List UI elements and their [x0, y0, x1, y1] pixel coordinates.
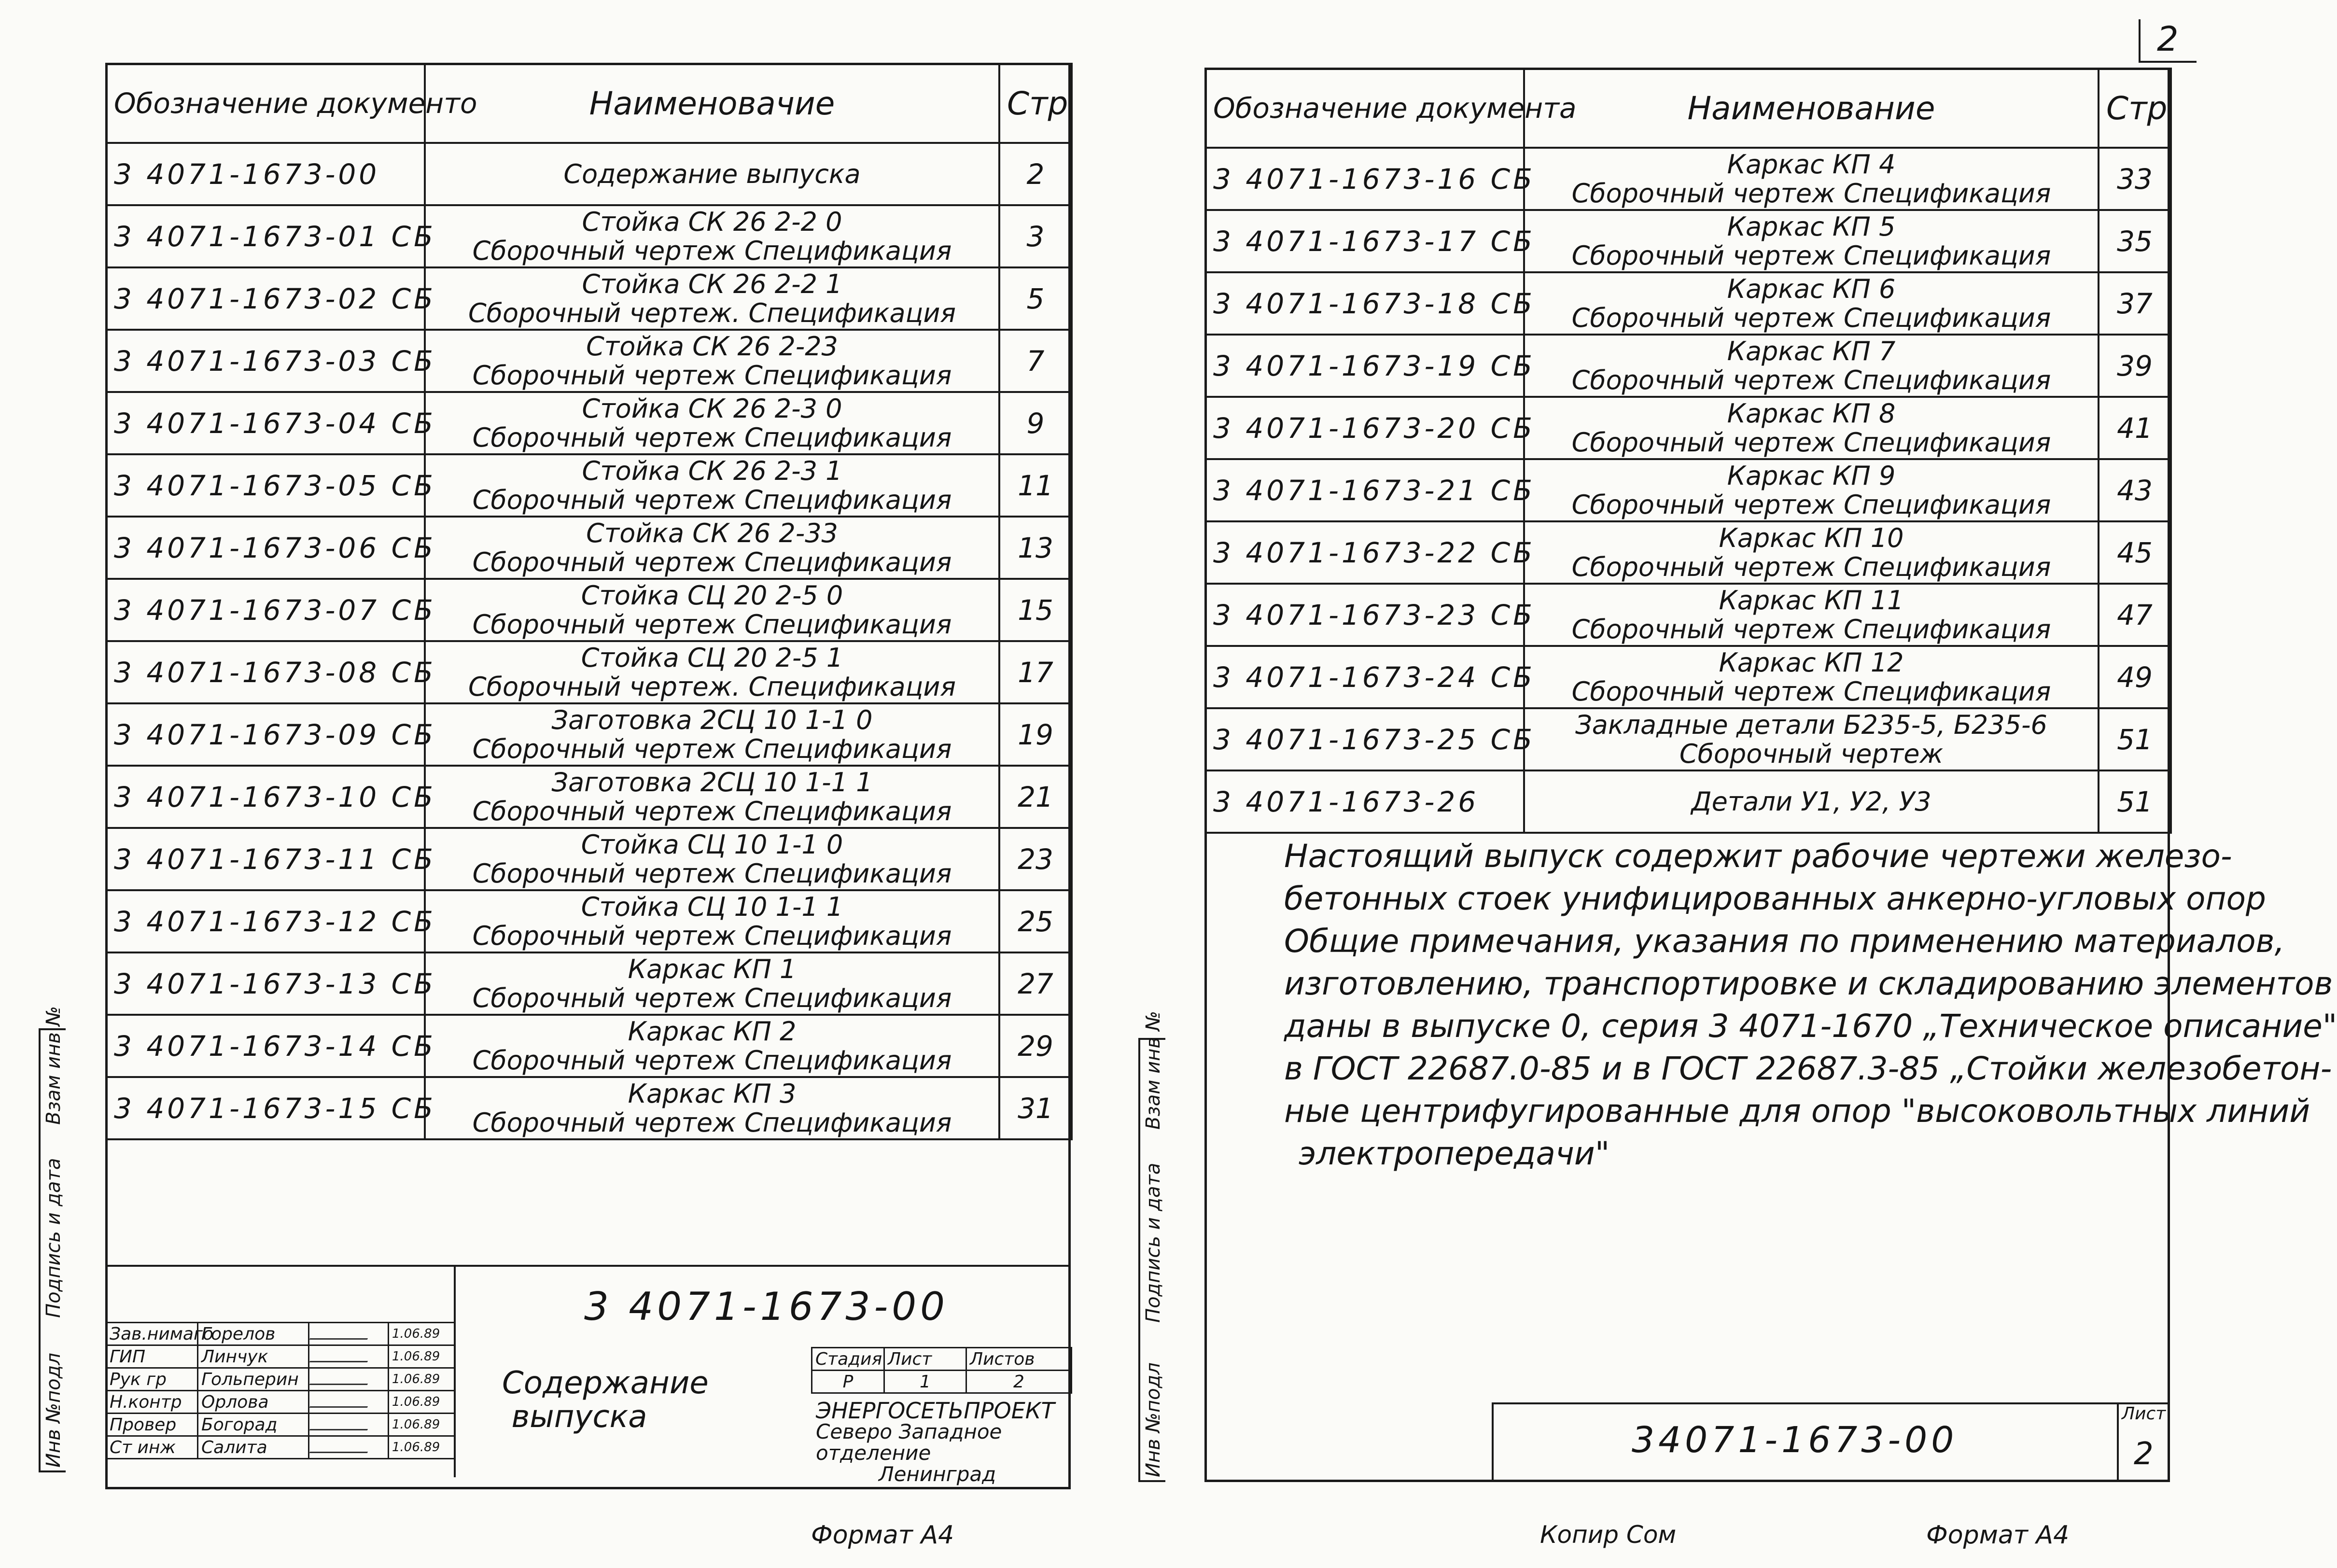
doc-name-line2: Сборочный чертеж Спецификация — [472, 1107, 952, 1138]
staff-row — [106, 1391, 455, 1414]
doc-name-line2: Сборочный чертеж Спецификация — [472, 796, 952, 826]
staff-name: Салита — [198, 1436, 309, 1459]
doc-name-line1: Стойка СЦ 10 1-1 0 — [581, 829, 843, 860]
doc-code-cell: 3 4071-1673-01 СБ — [106, 205, 425, 267]
note-line: электропередачи" — [1299, 1135, 1610, 1172]
right-header-code: Обозначение документа — [1205, 69, 1524, 148]
signature-mark — [309, 1395, 374, 1408]
staff-row — [106, 1436, 455, 1459]
table-row — [106, 952, 1072, 1015]
doc-name-cell — [1524, 397, 2099, 459]
page-number-cell: 49 — [2099, 646, 2171, 708]
note-line: изготовлению, транспортировке и складированию элементов — [1284, 965, 2333, 1002]
doc-name-cell — [425, 828, 999, 890]
doc-name-line1: Каркас КП 8 — [1727, 398, 1896, 429]
table-row — [106, 828, 1072, 890]
right-sheet-label: Лист — [2122, 1404, 2166, 1424]
doc-name-line2: Сборочный чертеж Спецификация — [1571, 676, 2051, 707]
table-row — [106, 766, 1072, 828]
doc-name-cell — [425, 1015, 999, 1077]
staff-name: Линчук — [198, 1345, 309, 1368]
left-side-label-inv: Инв №подл — [42, 1353, 65, 1468]
doc-name-line1: Заготовка 2СЦ 10 1-1 1 — [551, 767, 873, 798]
staff-signature — [309, 1436, 389, 1459]
staff-name: Орлова — [198, 1391, 309, 1414]
staff-row — [106, 1345, 455, 1368]
doc-code-cell: 3 4071-1673-18 СБ — [1205, 272, 1524, 335]
staff-name: Гольперин — [198, 1368, 309, 1391]
table-row — [106, 517, 1072, 579]
signature-mark — [309, 1372, 374, 1385]
page-number-cell: 51 — [2099, 770, 2171, 833]
staff-role: ГИП — [106, 1345, 198, 1368]
staff-date: 1.06.89 — [389, 1368, 455, 1391]
doc-code-cell: 3 4071-1673-21 СБ — [1205, 459, 1524, 521]
doc-code-cell: 3 4071-1673-07 СБ — [106, 579, 425, 641]
right-header-page: Стр — [2099, 69, 2171, 148]
left-stage-table — [811, 1347, 1072, 1394]
doc-name-cell — [425, 517, 999, 579]
doc-name-line1: Стойка СЦ 10 1-1 1 — [581, 891, 843, 922]
doc-name-cell — [425, 703, 999, 766]
page-number-cell: 17 — [999, 641, 1072, 703]
left-title-divider — [105, 1265, 1071, 1267]
staff-role: Провер — [106, 1414, 198, 1436]
doc-name-line1: Стойка СК 26 2-2 0 — [582, 206, 842, 237]
doc-name-cell — [425, 952, 999, 1015]
note-line: Общие примечания, указания по применению материалов, — [1284, 923, 2285, 960]
staff-date: 1.06.89 — [389, 1345, 455, 1368]
doc-name-line1: Закладные детали Б235-5, Б235-6 — [1575, 709, 2047, 740]
note-line: в ГОСТ 22687.0-85 и в ГОСТ 22687.3-85 „Стойки железобетон- — [1284, 1050, 2332, 1087]
doc-name-line1: Каркас КП 10 — [1719, 522, 1904, 553]
right-doc-code: 34071-1673-00 — [1632, 1419, 1958, 1461]
doc-name-cell — [1524, 210, 2099, 272]
page-number-cell: 13 — [999, 517, 1072, 579]
general-notes — [1284, 835, 2337, 1175]
staff-role: Зав.нимаго — [106, 1323, 198, 1345]
doc-name-cell — [425, 205, 999, 267]
table-row — [1205, 708, 2171, 770]
right-header-name: Наименование — [1524, 69, 2099, 148]
doc-name-cell — [1524, 272, 2099, 335]
staff-role: Ст инж — [106, 1436, 198, 1459]
note-line: Настоящий выпуск содержит рабочие чертежи железо- — [1284, 838, 2232, 875]
doc-name-line1: Каркас КП 12 — [1719, 647, 1904, 678]
doc-code-cell: 3 4071-1673-26 — [1205, 770, 1524, 833]
page-number-cell: 33 — [2099, 148, 2171, 210]
doc-code-cell: 3 4071-1673-03 СБ — [106, 330, 425, 392]
table-row — [1205, 397, 2171, 459]
staff-row — [106, 1323, 455, 1345]
doc-name-line2: Сборочный чертеж Спецификация — [472, 982, 952, 1013]
left-title-line1: Содержание — [502, 1365, 709, 1401]
page-number-cell: 47 — [2099, 584, 2171, 646]
doc-name-line2: Сборочный чертеж Спецификация — [472, 546, 952, 577]
page-number-cell: 51 — [2099, 708, 2171, 770]
doc-name-cell — [1524, 770, 2099, 833]
doc-name-cell — [1524, 584, 2099, 646]
org-branch: Северо Западное отделение — [816, 1420, 1002, 1465]
signature-mark — [309, 1349, 374, 1362]
doc-name-line2: Сборочный чертеж Спецификация — [1571, 178, 2051, 209]
page-number-cell: 19 — [999, 703, 1072, 766]
left-staff-table — [105, 1322, 455, 1459]
doc-name-line2: Сборочный чертеж Спецификация — [1571, 302, 2051, 333]
table-row — [106, 703, 1072, 766]
page-number-cell: 39 — [2099, 335, 2171, 397]
doc-name-line2: Сборочный чертеж Спецификация — [1571, 614, 2051, 644]
doc-name-line2: Сборочный чертеж Спецификация — [472, 484, 952, 515]
left-org-block — [816, 1400, 1067, 1485]
page-number-cell: 5 — [999, 267, 1072, 330]
doc-name-line1: Каркас КП 1 — [628, 953, 797, 984]
doc-name-line1: Стойка СК 26 2-23 — [586, 331, 838, 362]
doc-code-cell: 3 4071-1673-05 СБ — [106, 454, 425, 517]
org-city: Ленинград — [879, 1462, 996, 1486]
table-row — [1205, 646, 2171, 708]
doc-name-line2: Сборочный чертеж Спецификация — [1571, 240, 2051, 271]
staff-signature — [309, 1414, 389, 1436]
right-sheet-number: 2 — [2134, 1436, 2154, 1472]
left-side-label-sign: Подпись и дата — [42, 1158, 65, 1318]
page-number-cell: 21 — [999, 766, 1072, 828]
left-contents-table — [105, 63, 1073, 1140]
table-row — [106, 143, 1072, 205]
left-header-page: Стр — [999, 64, 1072, 143]
doc-name-line1: Каркас КП 2 — [628, 1016, 797, 1047]
table-row — [106, 641, 1072, 703]
doc-code-cell: 3 4071-1673-15 СБ — [106, 1077, 425, 1139]
left-format-label: Формат А4 — [811, 1521, 954, 1550]
doc-code-cell: 3 4071-1673-08 СБ — [106, 641, 425, 703]
doc-code-cell: 3 4071-1673-02 СБ — [106, 267, 425, 330]
doc-name-line1: Каркас КП 7 — [1727, 336, 1896, 366]
doc-name-line2: Сборочный чертеж Спецификация — [472, 609, 952, 640]
staff-row — [106, 1368, 455, 1391]
sheet-value: 1 — [884, 1371, 966, 1393]
signature-mark — [309, 1327, 374, 1340]
doc-name-cell — [425, 766, 999, 828]
doc-name-cell — [425, 267, 999, 330]
note-line: бетонных стоек унифицированных анкерно-угловых опор — [1284, 880, 2266, 917]
signature-mark — [309, 1440, 374, 1453]
page-number-cell: 27 — [999, 952, 1072, 1015]
doc-code-cell: 3 4071-1673-09 СБ — [106, 703, 425, 766]
left-side-label-replace: Взам инв № — [42, 1006, 65, 1125]
doc-name-line1: Каркас КП 4 — [1727, 149, 1896, 180]
doc-name-cell — [425, 330, 999, 392]
doc-name-line2: Сборочный чертеж Спецификация — [472, 235, 952, 266]
doc-name-line2: Сборочный чертеж Спецификация — [472, 858, 952, 889]
doc-name-line1: Стойка СК 26 2-33 — [586, 518, 838, 548]
page-number-cell: 23 — [999, 828, 1072, 890]
doc-name-cell — [425, 641, 999, 703]
table-row — [1205, 335, 2171, 397]
staff-role: Н.контр — [106, 1391, 198, 1414]
doc-name-line1: Каркас КП 3 — [628, 1078, 797, 1109]
doc-code-cell: 3 4071-1673-10 СБ — [106, 766, 425, 828]
org-name: ЭНЕРГОСЕТЬПРОЕКТ — [816, 1398, 1055, 1424]
page-number-cell: 35 — [2099, 210, 2171, 272]
table-row — [1205, 584, 2171, 646]
page-number-cell: 45 — [2099, 521, 2171, 584]
doc-name-line2: Сборочный чертеж Спецификация — [472, 360, 952, 391]
note-line: даны в выпуске 0, серия 3 4071-1670 „Техническое описание" — [1284, 1008, 2337, 1045]
page-number-cell: 31 — [999, 1077, 1072, 1139]
stage-label: Стадия — [812, 1348, 884, 1371]
doc-name-line2: Сборочный чертеж. Спецификация — [468, 671, 956, 702]
table-row — [106, 205, 1072, 267]
table-row — [106, 1077, 1072, 1139]
sheets-label: Листов — [966, 1348, 1072, 1371]
table-row — [106, 392, 1072, 454]
doc-name-line1: Заготовка 2СЦ 10 1-1 0 — [551, 704, 873, 735]
corner-page-number: 2 — [2157, 19, 2179, 59]
doc-name-line2: Сборочный чертеж — [1679, 738, 1944, 769]
doc-name-line1: Стойка СК 26 2-3 1 — [582, 455, 842, 486]
doc-code-cell: 3 4071-1673-14 СБ — [106, 1015, 425, 1077]
doc-name-line1: Каркас КП 6 — [1727, 273, 1896, 304]
doc-name-cell — [1524, 459, 2099, 521]
stage-value: Р — [812, 1371, 884, 1393]
doc-name-line1: Стойка СК 26 2-3 0 — [582, 393, 842, 424]
staff-signature — [309, 1368, 389, 1391]
staff-date: 1.06.89 — [389, 1391, 455, 1414]
staff-date: 1.06.89 — [389, 1436, 455, 1459]
doc-name-line1: Стойка СЦ 20 2-5 0 — [581, 580, 843, 611]
doc-name-cell — [425, 454, 999, 517]
right-side-label-sign: Подпись и дата — [1142, 1162, 1164, 1323]
left-header-name: Наименовачие — [425, 64, 999, 143]
right-side-label-replace: Взам инв № — [1142, 1010, 1164, 1130]
doc-name-line2: Сборочный чертеж Спецификация — [472, 920, 952, 951]
doc-name-cell — [1524, 708, 2099, 770]
staff-role: Рук гр — [106, 1368, 198, 1391]
doc-name-line1: Каркас КП 5 — [1727, 211, 1896, 242]
staff-row — [106, 1414, 455, 1436]
page-number-cell: 29 — [999, 1015, 1072, 1077]
doc-name-line2: Сборочный чертеж Спецификация — [1571, 489, 2051, 520]
doc-name-cell — [425, 1077, 999, 1139]
doc-name-line2: Сборочный чертеж Спецификация — [1571, 364, 2051, 395]
doc-name-line1: Стойка СК 26 2-2 1 — [582, 268, 842, 299]
doc-code-cell: 3 4071-1673-23 СБ — [1205, 584, 1524, 646]
doc-name-line2: Сборочный чертеж Спецификация — [472, 422, 952, 453]
page-number-cell: 43 — [2099, 459, 2171, 521]
doc-name-line2: Сборочный чертеж. Спецификация — [468, 297, 956, 328]
table-row — [1205, 521, 2171, 584]
doc-code-cell: 3 4071-1673-12 СБ — [106, 890, 425, 952]
left-title-line2: выпуска — [511, 1399, 647, 1435]
table-row — [106, 330, 1072, 392]
doc-code-cell: 3 4071-1673-20 СБ — [1205, 397, 1524, 459]
right-format-label: Формат А4 — [1926, 1521, 2070, 1550]
doc-code-cell: 3 4071-1673-25 СБ — [1205, 708, 1524, 770]
right-contents-table — [1204, 68, 2172, 834]
doc-code-cell: 3 4071-1673-22 СБ — [1205, 521, 1524, 584]
left-header-code: Обозначение документо — [106, 64, 425, 143]
table-row — [106, 579, 1072, 641]
note-line: ные центрифугированные для опор "высоковольтных линий — [1284, 1092, 2310, 1130]
doc-name-line2: Сборочный чертеж Спецификация — [1571, 551, 2051, 582]
staff-date: 1.06.89 — [389, 1414, 455, 1436]
doc-name-line2: Сборочный чертеж Спецификация — [472, 733, 952, 764]
page-number-cell: 3 — [999, 205, 1072, 267]
doc-name-line1: Детали У1, У2, У3 — [1691, 786, 1931, 817]
doc-code-cell: 3 4071-1673-13 СБ — [106, 952, 425, 1015]
page-number-cell: 9 — [999, 392, 1072, 454]
staff-date: 1.06.89 — [389, 1323, 455, 1345]
staff-signature — [309, 1323, 389, 1345]
doc-name-cell — [425, 890, 999, 952]
doc-code-cell: 3 4071-1673-11 СБ — [106, 828, 425, 890]
left-doc-code: 3 4071-1673-00 — [584, 1284, 949, 1329]
table-row — [106, 890, 1072, 952]
doc-name-cell — [1524, 646, 2099, 708]
table-row — [1205, 459, 2171, 521]
table-row — [1205, 272, 2171, 335]
staff-signature — [309, 1345, 389, 1368]
left-title-name — [502, 1365, 709, 1435]
doc-code-cell: 3 4071-1673-19 СБ — [1205, 335, 1524, 397]
doc-name-line1: Стойка СЦ 20 2-5 1 — [581, 642, 843, 673]
doc-name-line1: Содержание выпуска — [563, 158, 861, 189]
table-row — [106, 454, 1072, 517]
copied-label: Копир Сом — [1540, 1521, 1677, 1549]
table-row — [1205, 210, 2171, 272]
table-row — [106, 267, 1072, 330]
doc-code-cell: 3 4071-1673-00 — [106, 143, 425, 205]
right-side-label-inv: Инв №подл — [1142, 1362, 1164, 1477]
table-row — [1205, 770, 2171, 833]
doc-name-cell — [425, 579, 999, 641]
sheet-label: Лист — [884, 1348, 966, 1371]
staff-name: Богорад — [198, 1414, 309, 1436]
page-number-cell: 15 — [999, 579, 1072, 641]
staff-signature — [309, 1391, 389, 1414]
doc-name-line1: Каркас КП 9 — [1727, 460, 1896, 491]
doc-name-cell — [1524, 148, 2099, 210]
page-number-cell: 2 — [999, 143, 1072, 205]
page-number-cell: 41 — [2099, 397, 2171, 459]
doc-code-cell: 3 4071-1673-17 СБ — [1205, 210, 1524, 272]
doc-name-line2: Сборочный чертеж Спецификация — [1571, 427, 2051, 458]
page-number-cell: 7 — [999, 330, 1072, 392]
doc-name-cell — [425, 143, 999, 205]
doc-code-cell: 3 4071-1673-04 СБ — [106, 392, 425, 454]
doc-name-line2: Сборочный чертеж Спецификация — [472, 1045, 952, 1076]
page-number-cell: 11 — [999, 454, 1072, 517]
doc-name-cell — [1524, 521, 2099, 584]
page-number-cell: 37 — [2099, 272, 2171, 335]
signature-mark — [309, 1417, 374, 1430]
table-row — [1205, 148, 2171, 210]
doc-code-cell: 3 4071-1673-24 СБ — [1205, 646, 1524, 708]
table-row — [106, 1015, 1072, 1077]
doc-name-line1: Каркас КП 11 — [1719, 585, 1904, 616]
doc-name-cell — [425, 392, 999, 454]
doc-code-cell: 3 4071-1673-06 СБ — [106, 517, 425, 579]
doc-code-cell: 3 4071-1673-16 СБ — [1205, 148, 1524, 210]
page-number-cell: 25 — [999, 890, 1072, 952]
staff-name: Горелов — [198, 1323, 309, 1345]
sheets-value: 2 — [966, 1371, 1072, 1393]
doc-name-cell — [1524, 335, 2099, 397]
